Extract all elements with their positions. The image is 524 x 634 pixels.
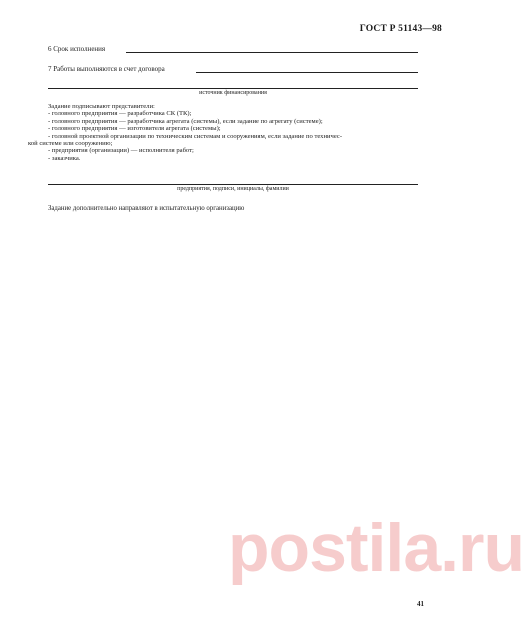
signatures-fill-line bbox=[48, 184, 418, 185]
item-7-label: 7 Работы выполняются в счет договора bbox=[48, 65, 165, 73]
signer-item: - головной проектной организации по техническим системам и сооружениям, если задание по техничес- bbox=[48, 132, 343, 140]
funding-fill-line bbox=[48, 88, 418, 89]
additional-note: Задание дополнительно направляют в испытательную организацию bbox=[48, 205, 245, 212]
funding-caption: источник финансирования bbox=[199, 90, 267, 96]
deadline-fill-line bbox=[126, 52, 418, 53]
signers-intro: Задание подписывают представители: bbox=[48, 103, 155, 110]
signer-item-continuation: кой системе или сооружению; bbox=[28, 140, 113, 148]
watermark-logo: postila.ru bbox=[228, 510, 524, 586]
signer-item: - головного предприятия — разработчика агрегата (системы), если задание по агрегату (системе); bbox=[48, 117, 323, 125]
standard-designation: ГОСТ Р 51143—98 bbox=[359, 24, 442, 34]
item-6-label: 6 Срок исполнения bbox=[48, 45, 106, 53]
signer-item: - головного предприятия — разработчика СК (ТК); bbox=[48, 110, 192, 118]
signatures-caption: предприятия, подписи, инициалы, фамилии bbox=[177, 186, 289, 192]
signer-item: - предприятия (организации) — исполнителя работ; bbox=[48, 147, 194, 155]
contract-fill-line bbox=[196, 72, 418, 73]
page-number: 41 bbox=[417, 600, 424, 608]
signers-section bbox=[28, 103, 418, 162]
signer-item: - заказчика. bbox=[48, 154, 81, 162]
signer-item: - головного предприятия — изготовителя агрегата (системы); bbox=[48, 125, 221, 133]
